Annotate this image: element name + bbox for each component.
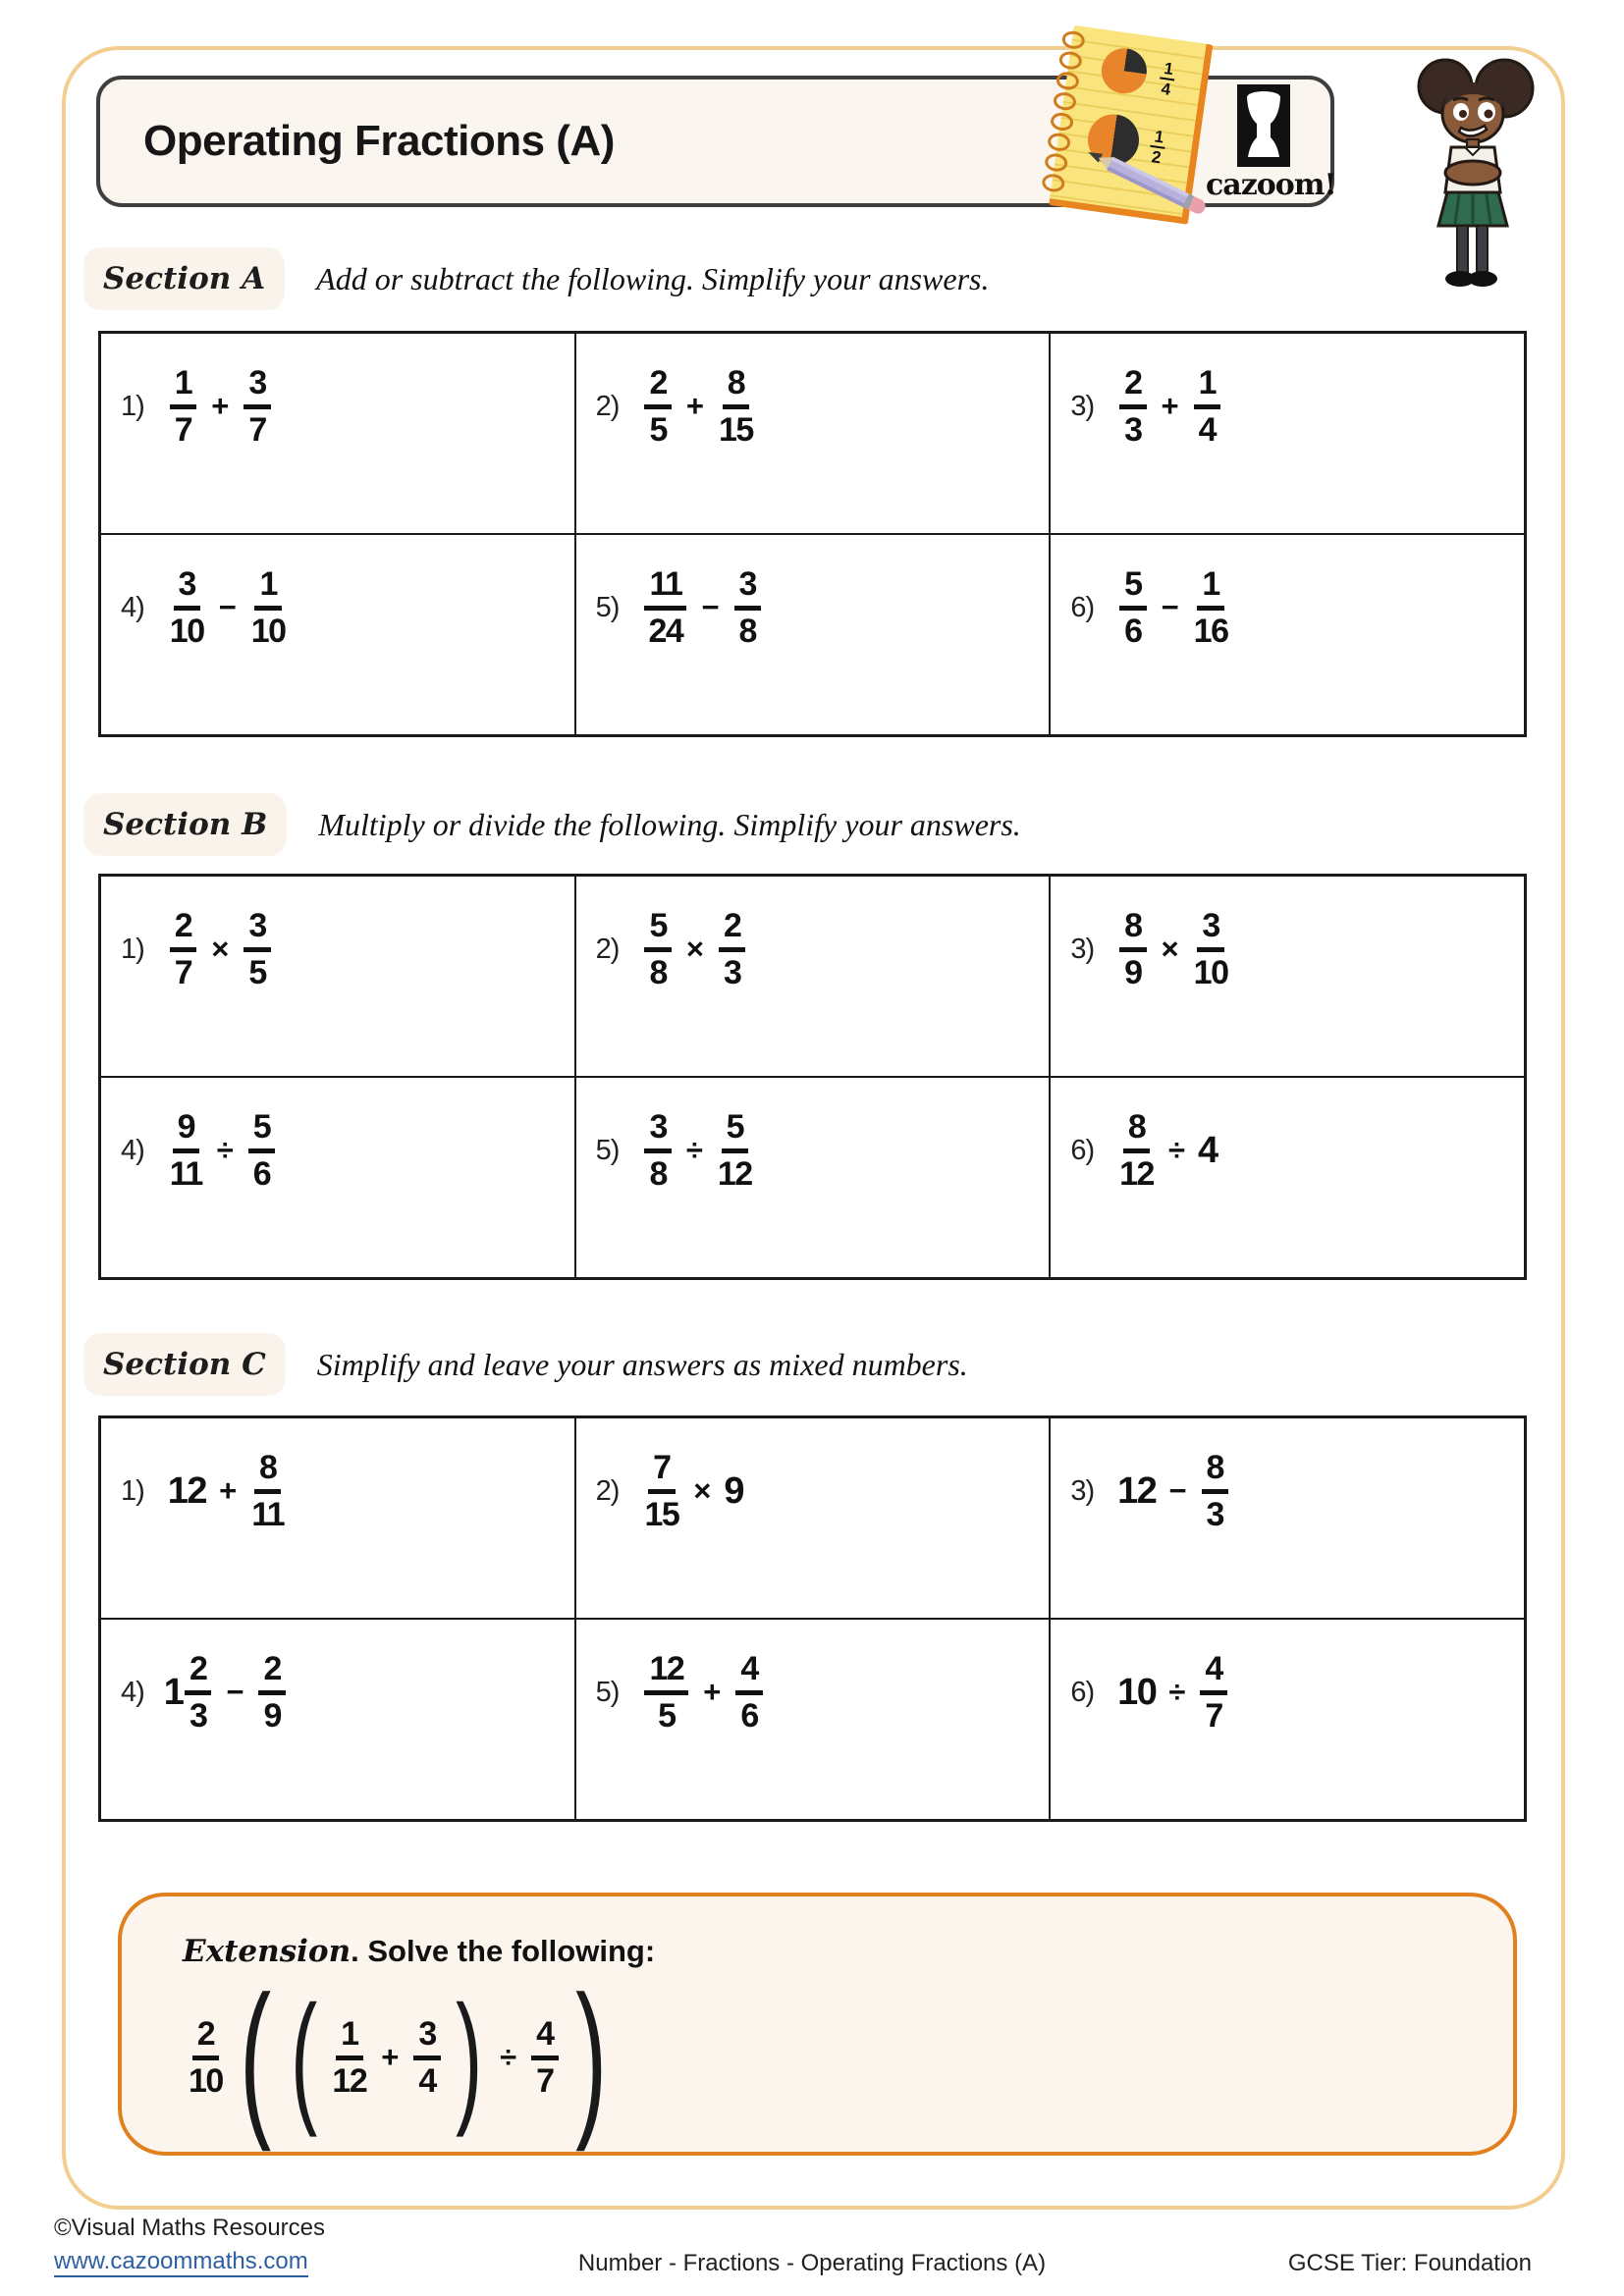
- extension-instruction: . Solve the following:: [351, 1934, 656, 1968]
- problem-number: 1): [121, 933, 144, 965]
- schoolgirl-character: [1412, 57, 1538, 289]
- problem-cell: [1050, 534, 1525, 735]
- problem-cell: [575, 333, 1051, 534]
- fraction: $\frac{3}{5}$: [244, 910, 270, 988]
- fraction: $\frac{5}{12}$: [717, 1108, 752, 1193]
- problem-number: 2): [595, 1474, 620, 1507]
- fraction: $\frac{8}{11}$: [251, 1449, 285, 1533]
- problem-cell: [100, 876, 575, 1077]
- section-a-header: [83, 247, 989, 310]
- problem-number: 3): [1070, 1474, 1095, 1507]
- drum-icon: [1237, 84, 1290, 172]
- problem-expression: [1113, 1449, 1234, 1533]
- problem-expression: [638, 907, 751, 991]
- fraction: $\frac{9}{11}$: [169, 1108, 202, 1193]
- section-instruction: Simplify and leave your answers as mixed numbers.: [316, 1346, 968, 1382]
- problem-number: 2): [595, 933, 620, 965]
- section-b-header: [83, 793, 1021, 856]
- operator: ÷: [1167, 1133, 1185, 1167]
- integer: 12: [167, 1469, 207, 1512]
- problem-cell: [1050, 876, 1525, 1077]
- problem-cell: [575, 1077, 1051, 1278]
- problem-expression: [1113, 565, 1233, 650]
- problem-number: 6): [1070, 1134, 1095, 1166]
- cazoom-logo: [1206, 84, 1336, 202]
- section-label: Section C: [83, 1333, 286, 1396]
- operator: ×: [693, 1473, 712, 1508]
- notepad-fraction: $\frac{1}{2}$: [1148, 128, 1168, 167]
- mixed-number: 1 $\frac{2}{3}$: [164, 1653, 218, 1732]
- fraction: $\frac{5}{6}$: [1119, 568, 1146, 647]
- problem-number: 1): [121, 1474, 144, 1507]
- fraction: $\frac{3}{8}$: [644, 1111, 671, 1190]
- brand-name: cazoom!: [1206, 168, 1336, 202]
- fraction: $\frac{3}{10}$: [169, 565, 204, 650]
- problem-expression: [1113, 907, 1233, 991]
- copyright-text: ©Visual Maths Resources: [54, 2215, 326, 2241]
- problem-number: 5): [595, 591, 620, 623]
- problem-number: 2): [595, 390, 620, 422]
- fraction: $\frac{1}{4}$: [1194, 367, 1220, 446]
- operator: +: [211, 389, 230, 423]
- operator: ×: [211, 932, 230, 966]
- problem-expression: [164, 1449, 290, 1533]
- problem-cell: [575, 876, 1051, 1077]
- section-a-table: [98, 331, 1527, 737]
- problem-number: 6): [1070, 1676, 1095, 1708]
- operator: ÷: [1168, 1675, 1186, 1709]
- problem-cell: [100, 1619, 575, 1820]
- fraction: $\frac{5}{6}$: [248, 1111, 275, 1190]
- problem-cell: [1050, 1077, 1525, 1278]
- problem-number: 5): [595, 1134, 620, 1166]
- fraction: $\frac{4}{7}$: [531, 2018, 558, 2097]
- fraction: $\frac{4}{7}$: [1200, 1653, 1226, 1732]
- problem-cell: [100, 1077, 575, 1278]
- fraction: $\frac{1}{10}$: [250, 565, 286, 650]
- problem-expression: [638, 1650, 768, 1735]
- fraction: $\frac{1}{7}$: [170, 367, 196, 446]
- fraction: $\frac{4}{6}$: [735, 1653, 762, 1732]
- fraction: $\frac{3}{7}$: [244, 367, 270, 446]
- problem-cell: [1050, 1619, 1525, 1820]
- fraction: $\frac{2}{3}$: [1119, 367, 1146, 446]
- problem-number: 3): [1070, 390, 1095, 422]
- operator: ×: [1161, 932, 1179, 966]
- problem-expression: [164, 1108, 281, 1193]
- problem-expression: [638, 1108, 757, 1193]
- extension-label: Extension: [183, 1934, 352, 1969]
- fraction: $\frac{2}{9}$: [258, 1653, 285, 1732]
- fraction: $\frac{1}{12}$: [332, 2015, 367, 2100]
- problem-number: 3): [1070, 933, 1095, 965]
- notepad-fraction: $\frac{1}{4}$: [1158, 60, 1178, 99]
- problem-number: 1): [121, 390, 144, 422]
- problem-expression: [163, 1650, 292, 1735]
- section-label: Section A: [83, 247, 285, 310]
- section-b-table: [98, 874, 1527, 1280]
- problem-expression: [164, 364, 277, 449]
- problem-cell: [1050, 333, 1525, 534]
- fraction: $\frac{8}{12}$: [1119, 1108, 1154, 1193]
- operator: −: [1168, 1473, 1187, 1508]
- problem-expression: [638, 1449, 747, 1533]
- problem-expression: [1113, 1650, 1233, 1735]
- fraction: $\frac{8}{9}$: [1119, 910, 1146, 988]
- fraction: $\frac{8}{3}$: [1202, 1452, 1228, 1530]
- problem-cell: [100, 534, 575, 735]
- operator: −: [218, 590, 237, 624]
- problem-cell: [575, 1619, 1051, 1820]
- fraction: $\frac{12}{5}$: [644, 1653, 688, 1732]
- fraction: $\frac{2}{3}$: [719, 910, 745, 988]
- page-title: Operating Fractions (A): [143, 117, 615, 165]
- fraction: $\frac{5}{8}$: [644, 910, 671, 988]
- problem-expression: [1113, 1108, 1220, 1193]
- operator: ÷: [500, 2040, 517, 2074]
- problem-cell: [100, 1417, 575, 1619]
- operator: +: [381, 2040, 400, 2074]
- operator: ÷: [685, 1133, 703, 1167]
- operator: −: [226, 1675, 244, 1709]
- section-instruction: Add or subtract the following. Simplify your answers.: [316, 260, 990, 296]
- section-c-header: [83, 1333, 968, 1396]
- problem-number: 4): [121, 591, 144, 623]
- operator: +: [1161, 389, 1179, 423]
- problem-expression: [638, 565, 766, 650]
- problem-cell: [100, 333, 575, 534]
- integer: 9: [724, 1469, 744, 1512]
- section-instruction: Multiply or divide the following. Simplify your answers.: [318, 806, 1021, 842]
- section-c-table: [98, 1415, 1527, 1822]
- problem-cell: [575, 1417, 1051, 1619]
- extension-expression: $\frac{2}{10}$ ( ( $\frac{1}{12}$ + $\frac{3}{4}$ ) ÷ $\frac{4}{7}$ ): [189, 1961, 607, 2153]
- operator: ×: [685, 932, 704, 966]
- problem-number: 4): [121, 1134, 144, 1166]
- problem-number: 4): [121, 1676, 144, 1708]
- operator: ÷: [216, 1133, 234, 1167]
- problem-expression: [1113, 364, 1226, 449]
- problem-number: 5): [595, 1676, 620, 1708]
- fraction: $\frac{3}{8}$: [734, 568, 761, 647]
- integer: 12: [1117, 1469, 1157, 1512]
- operator: +: [219, 1473, 238, 1508]
- fraction: $\frac{2}{5}$: [644, 367, 671, 446]
- fraction: $\frac{3}{4}$: [413, 2018, 440, 2097]
- operator: +: [703, 1675, 722, 1709]
- extension-header: [183, 1934, 1513, 1969]
- problem-expression: [638, 364, 758, 449]
- problem-number: 6): [1070, 591, 1095, 623]
- section-label: Section B: [83, 793, 287, 856]
- extension-box: [118, 1893, 1517, 2156]
- fraction: $\frac{1}{16}$: [1193, 565, 1228, 650]
- fraction: $\frac{7}{15}$: [644, 1449, 679, 1533]
- gcse-tier-label: GCSE Tier: Foundation: [1287, 2250, 1532, 2276]
- problem-expression: [164, 907, 277, 991]
- fraction: $\frac{8}{15}$: [718, 364, 753, 449]
- fraction: $\frac{2}{7}$: [170, 910, 196, 988]
- fraction: $\frac{3}{10}$: [1193, 907, 1228, 991]
- integer: 4: [1197, 1129, 1218, 1171]
- fraction: $\frac{2}{10}$: [189, 2015, 223, 2100]
- operator: −: [1161, 590, 1179, 624]
- operator: −: [701, 590, 720, 624]
- operator: +: [685, 389, 704, 423]
- problem-cell: [1050, 1417, 1525, 1619]
- website-link[interactable]: www.cazoommaths.com: [54, 2248, 308, 2277]
- problem-cell: [575, 534, 1051, 735]
- fraction: $\frac{11}{24}$: [644, 568, 686, 647]
- problem-expression: [164, 565, 292, 650]
- integer: 10: [1117, 1671, 1157, 1713]
- worksheet-breadcrumb: Number - Fractions - Operating Fractions (A): [577, 2250, 1047, 2276]
